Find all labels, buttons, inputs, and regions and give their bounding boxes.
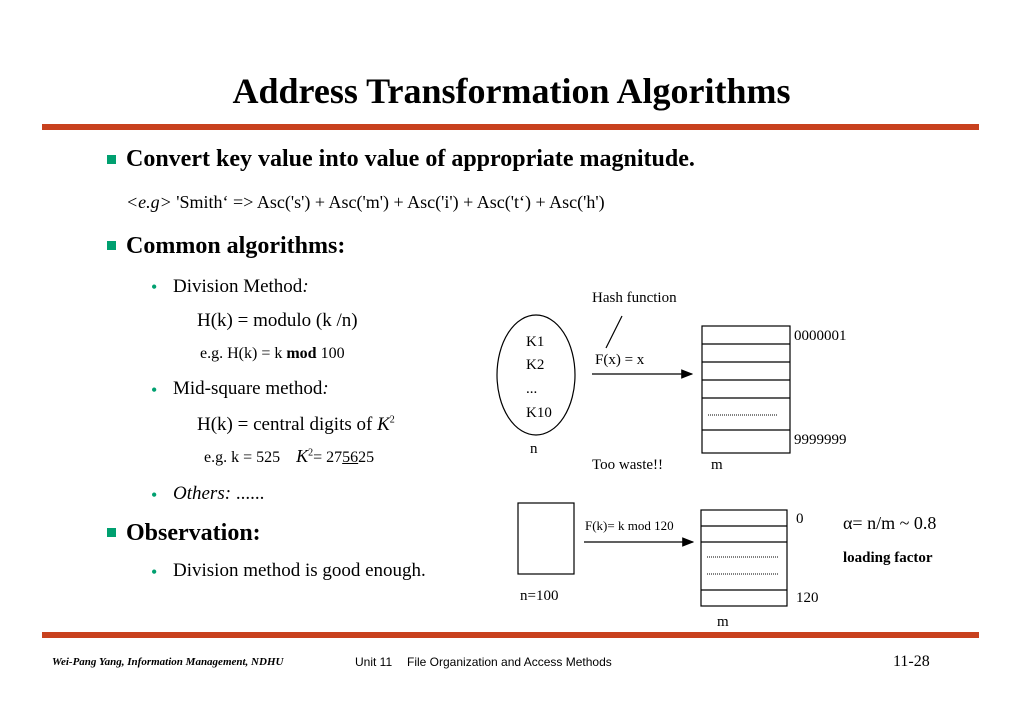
- sub-bullet-dot-icon: •: [151, 277, 158, 297]
- key-item: K10: [526, 405, 552, 421]
- sub-bullet-dot-icon: •: [151, 485, 158, 505]
- footer-unit: Unit 11: [355, 655, 393, 669]
- others-label: Others: ......: [173, 483, 265, 504]
- address-table-large: [702, 326, 790, 453]
- fx-label: F(x) = x: [595, 352, 645, 368]
- key-item: K2: [526, 357, 545, 373]
- key-set-box: [518, 503, 574, 574]
- key-count-label: n: [530, 441, 538, 457]
- table-size-label: m: [711, 457, 723, 473]
- load-factor-formula: α= n/m ~ 0.8: [843, 513, 937, 533]
- last-address-label: 9999999: [794, 432, 847, 448]
- example-prefix: <e.g>: [126, 192, 172, 212]
- sub-bullet-dot-icon: •: [151, 562, 158, 582]
- hash-function-label: Hash function: [592, 290, 677, 306]
- slide-title: Address Transformation Algorithms: [232, 71, 791, 111]
- division-example: e.g. H(k) = k mod 100: [200, 345, 345, 362]
- bullet-observation-heading: Observation:: [126, 520, 261, 546]
- bullet-convert-heading: Convert key value into value of appropriate magnitude.: [126, 146, 695, 172]
- last-address-label: 120: [796, 590, 819, 606]
- midsquare-example: e.g. k = 525 $K^2= 275625$: [204, 446, 375, 466]
- example-text: 'Smith‘ => Asc('s') + Asc('m') + Asc('i') + Asc('t‘) + Asc('h'): [171, 192, 605, 212]
- table-size-label: m: [717, 614, 729, 630]
- division-formula: H(k) = modulo (k /n): [197, 310, 358, 331]
- key-item: ...: [526, 381, 538, 397]
- too-waste-note: Too waste!!: [592, 457, 664, 473]
- observation-item: Division method is good enough.: [173, 560, 426, 581]
- key-count-label: n=100: [520, 588, 559, 604]
- key-item: K1: [526, 334, 545, 350]
- sub-bullet-dot-icon: •: [151, 380, 158, 400]
- footer-divider: [42, 632, 979, 638]
- midsquare-formula: H(k) = central digits of $K^2$: [197, 414, 395, 435]
- mod-function-label: F(k)= k mod 120: [585, 518, 674, 533]
- footer-course: File Organization and Access Methods: [407, 655, 612, 669]
- footer-author: Wei-Pang Yang, Information Management, NDHU: [52, 656, 284, 668]
- hash-pointer-line: [606, 316, 622, 348]
- bullet-common-heading: Common algorithms:: [126, 233, 346, 259]
- first-address-label: 0: [796, 511, 804, 527]
- midsquare-method-label: Mid-square method:: [173, 378, 329, 399]
- load-factor-label: loading factor: [843, 550, 933, 566]
- address-table-small: [701, 510, 787, 606]
- page-number: 11-28: [893, 653, 930, 670]
- first-address-label: 0000001: [794, 328, 847, 344]
- division-method-label: Division Method:: [173, 276, 309, 297]
